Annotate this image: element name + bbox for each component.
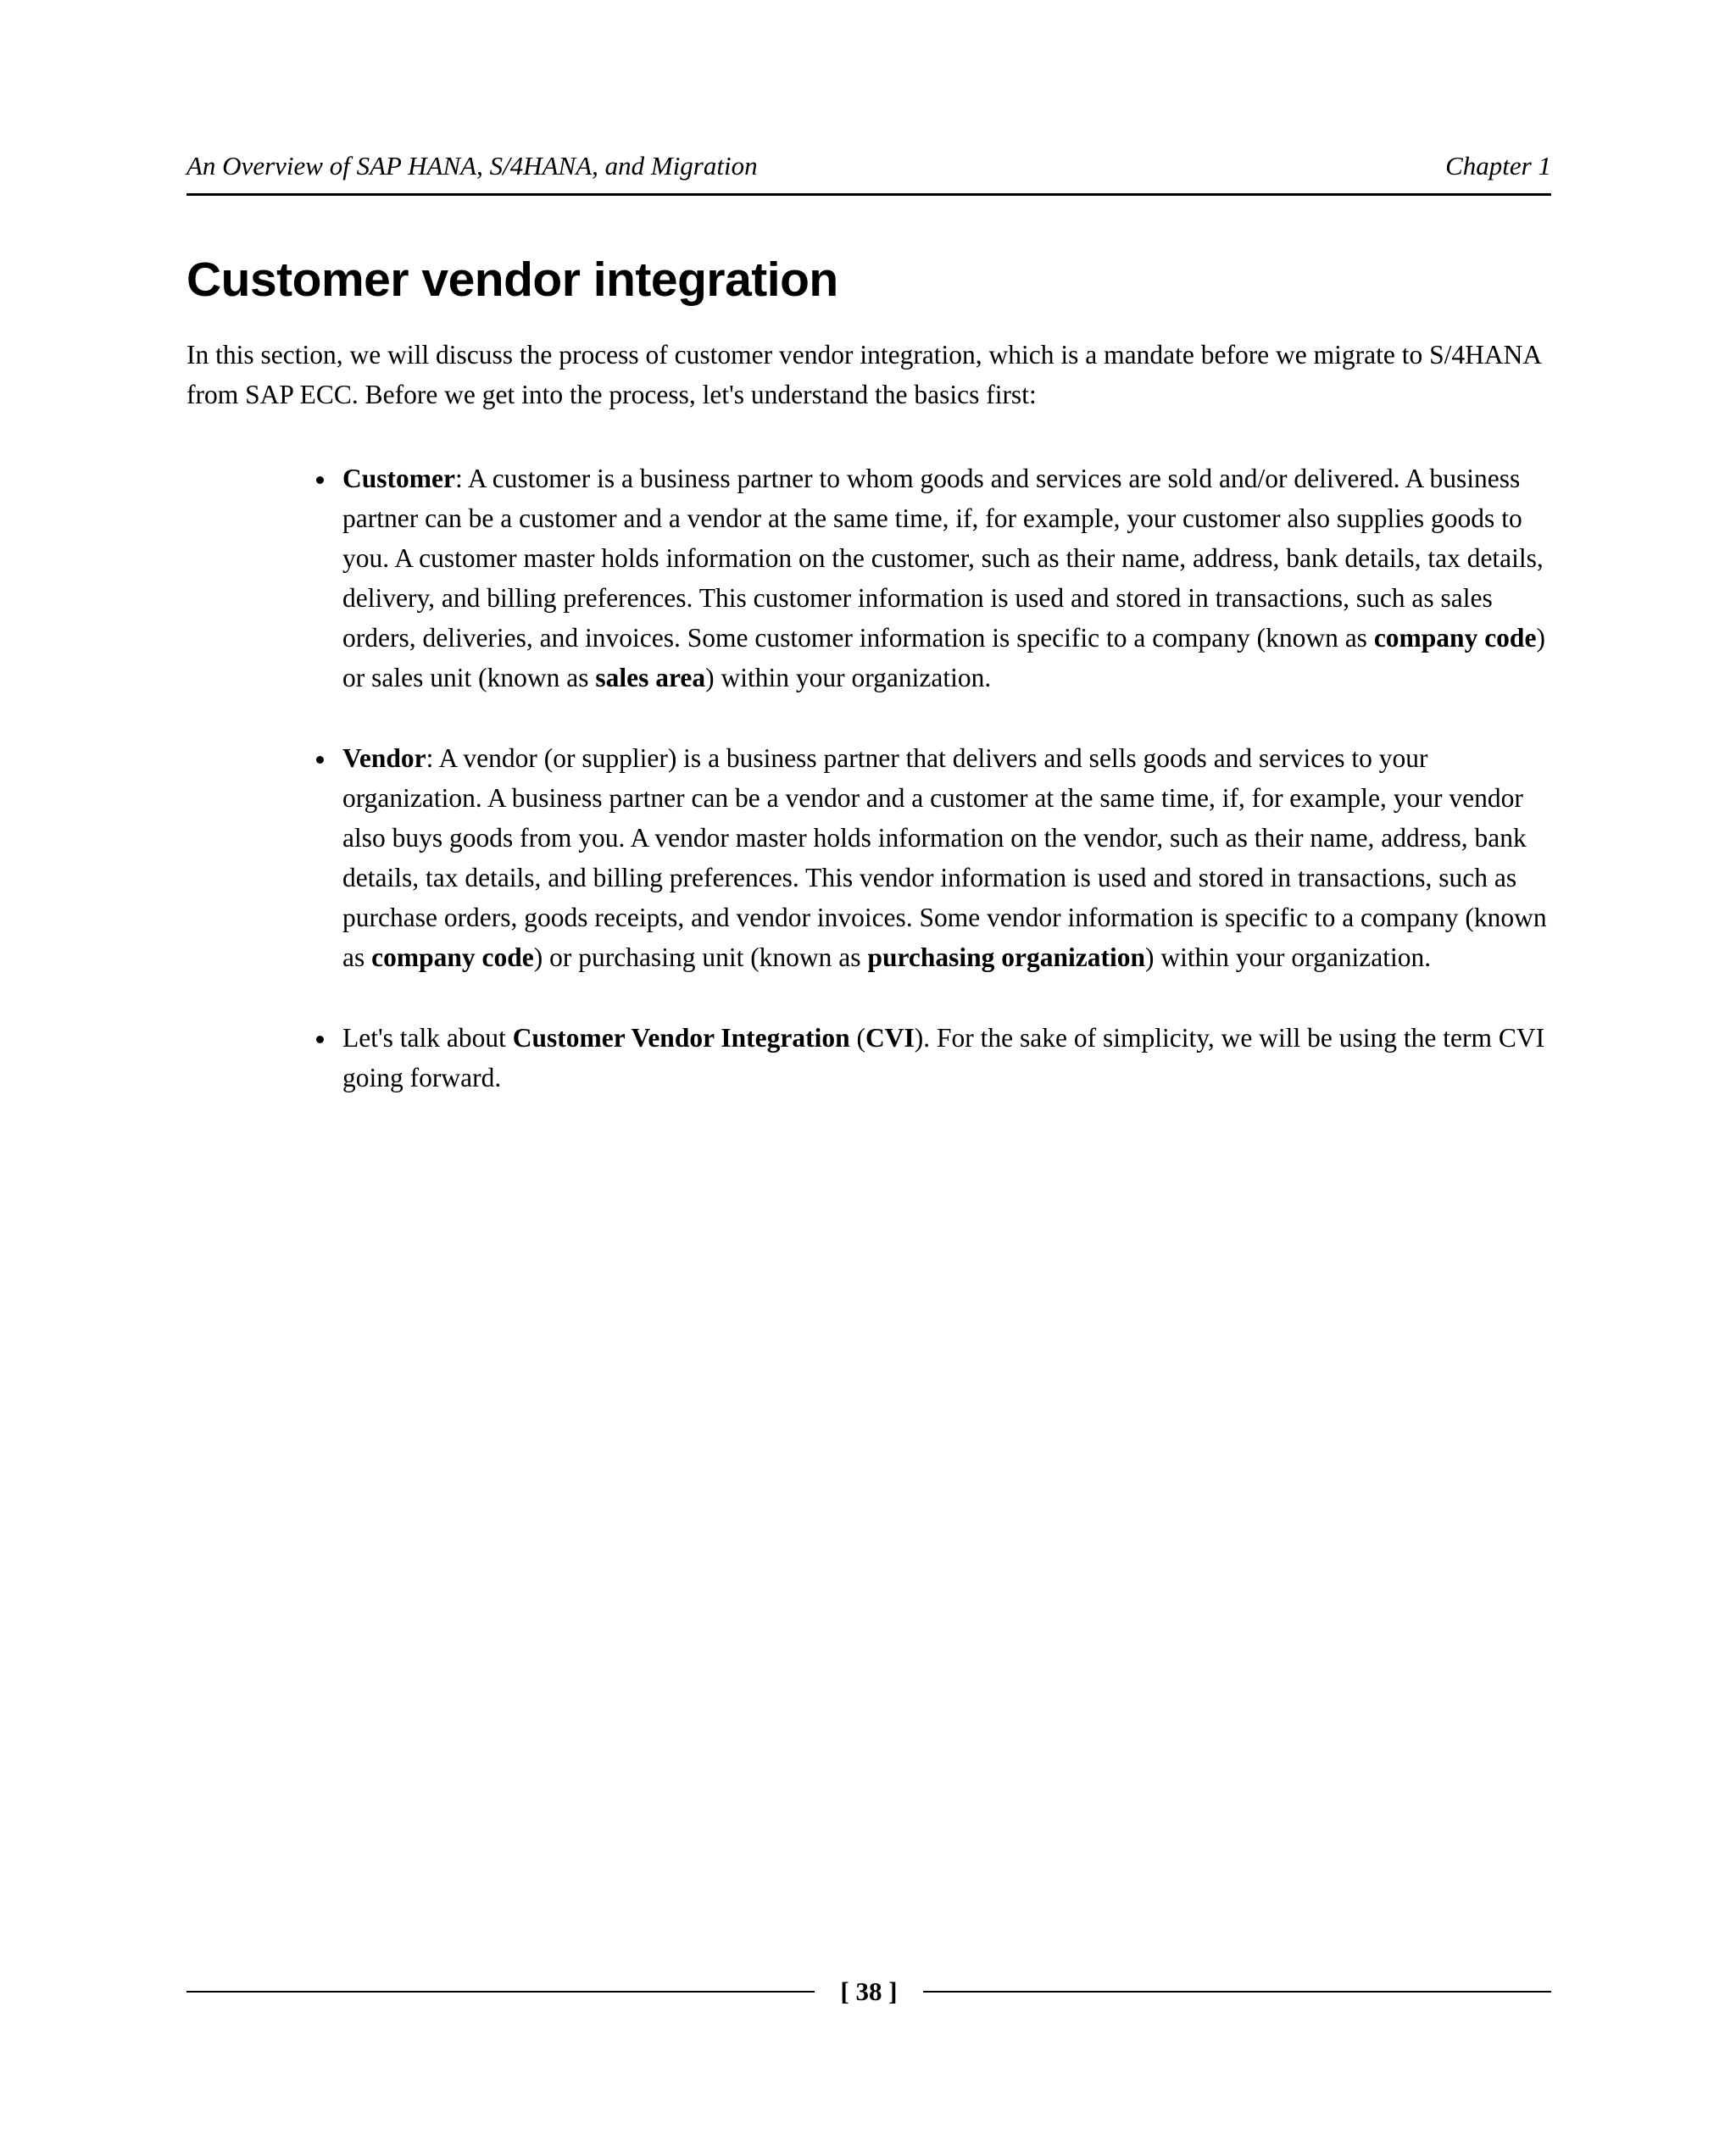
intro-paragraph: In this section, we will discuss the process of customer vendor integration, which is a mandate before we migrate to S/4HANA from SAP ECC. Before we get into the process, let's understand the basics first: [186,340,1541,410]
bullet-item-vendor: • Vendor: A vendor (or supplier) is a business partner that delivers and sells goods and services to your organization. A business partner can be a vendor and a customer at the same time, if, for example, your vendor also buys goods from you. A vendor master holds information on the vendor, such as their name, address, bank details, tax details, and billing preferences. This vendor information is used and stored in transactions, such as purchase orders, goods receipts, and vendor invoices. Some vendor information is specific to a company (known as company code) or purchasing unit (known as purchasing organization) within your organization. [337,738,1551,977]
bullet-item-cvi: • Let's talk about Customer Vendor Integration (CVI). For the sake of simplicity, we will be using the term CVI going forward. [337,1018,1551,1098]
footer-right-rule [923,1991,1551,1993]
bullet-item-customer: • Customer: A customer is a business partner to whom goods and services are sold and/or delivered. A business partner can be a customer and a vendor at the same time, if, for example, your customer also supplies goods to you. A customer master holds information on the customer, such as their name, address, bank details, tax details, delivery, and billing preferences. This customer information is used and stored in transactions, such as sales orders, deliveries, and invoices. Some customer information is specific to a company (known as company code) or sales unit (known as sales area) within your organization. [337,459,1551,698]
page-number: [ 38 ] [840,1976,898,2006]
header-chapter-number: Chapter 1 [1445,151,1551,181]
header-chapter-title: An Overview of SAP HANA, S/4HANA, and Migration [186,151,758,181]
bullet-list [186,459,1551,1098]
section-title: Customer vendor integration [186,252,838,307]
footer-left-rule [186,1991,815,1993]
page-header [186,0,1551,196]
page-footer [186,1976,1551,2007]
